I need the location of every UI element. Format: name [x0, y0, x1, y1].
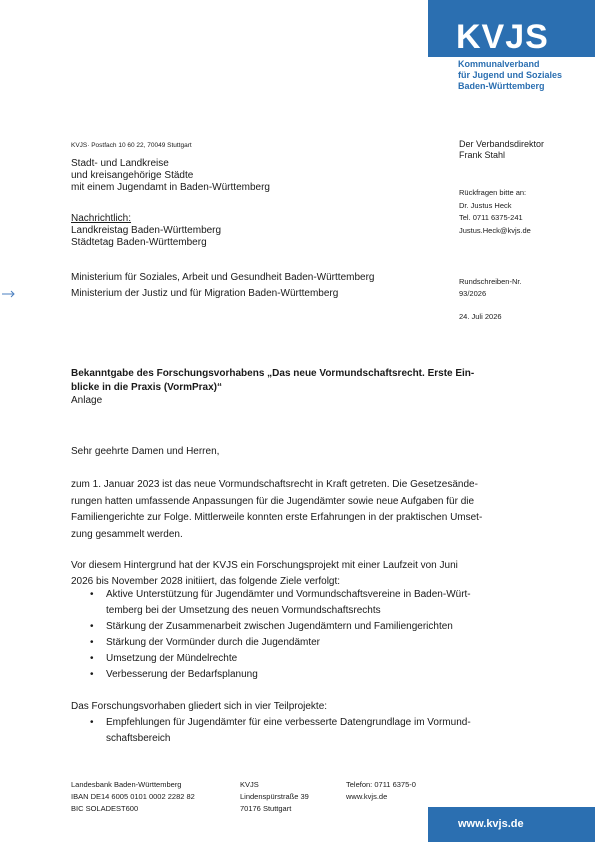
- ministry-block: [71, 270, 374, 301]
- subject-line: Bekanntgabe des Forschungsvorhabens „Das neue Vormundschaftsrecht. Erste Ein-: [71, 368, 475, 379]
- footer-url-bar: [428, 807, 595, 842]
- letter-date: 24. Juli 2026: [459, 312, 502, 321]
- circular-number: 93/2026: [459, 289, 487, 298]
- footer-line: Lindenspürstraße 39: [240, 791, 309, 801]
- recipient-block: [71, 158, 270, 195]
- paragraph-1: [71, 477, 482, 543]
- subproject-item: [106, 717, 471, 745]
- bullet-icon: •: [90, 589, 94, 600]
- goal-line: Aktive Unterstützung für Jugendämter und Vormundschaftsvereine in Baden-Würt-: [106, 589, 471, 600]
- goal-item: Stärkung der Vormünder durch die Jugendämter: [106, 637, 321, 648]
- subject-line: blicke in die Praxis (VormPrax)“: [71, 381, 222, 393]
- goal-item: Umsetzung der Mündelrechte: [106, 653, 238, 664]
- footer-line: KVJS: [240, 780, 259, 789]
- contact-email: Justus.Heck@kvjs.de: [459, 226, 531, 236]
- footer-line: Landesbank Baden-Württemberg: [71, 780, 182, 789]
- footer-phone: Telefon: 0711 6375-0: [346, 780, 416, 789]
- recipient-line: mit einem Jugendamt in Baden-Württemberg: [71, 182, 270, 194]
- cc-block: [71, 213, 221, 250]
- contact-phone: Tel. 0711 6375-241: [459, 213, 523, 223]
- cc-heading: Nachrichtlich:: [71, 213, 132, 224]
- footer-line: BIC SOLADEST600: [71, 803, 139, 813]
- paragraph-line: rungen hatten umfassende Anpassungen für die Jugendämter sowie neue Aufgaben für die: [71, 495, 475, 507]
- attachment-label: Anlage: [71, 395, 103, 406]
- director-name: Frank Stahl: [459, 150, 506, 160]
- paragraph-line: Familiengerichte zur Folge. Mittlerweile konnten erste Erfahrungen in der praktischen Umset-: [71, 512, 483, 523]
- recipient-line: Stadt- und Landkreise: [71, 158, 169, 169]
- bullet-icon: •: [90, 637, 94, 648]
- logo-line-3: Baden-Württemberg: [458, 81, 545, 91]
- goals-list: [71, 589, 541, 689]
- contact-block: [459, 187, 531, 238]
- subproject-line: schaftsbereich: [106, 733, 171, 745]
- footer-address: [240, 779, 309, 814]
- kvjs-logo: [428, 0, 595, 101]
- footer-website[interactable]: www.kvjs.de: [346, 791, 388, 801]
- bullet-icon: •: [90, 669, 94, 680]
- contact-heading: Rückfragen bitte an:: [459, 188, 527, 197]
- paragraph-line: Vor diesem Hintergrund hat der KVJS ein Forschungsprojekt mit einer Laufzeit von Juni: [71, 560, 458, 571]
- logo-letters: KVJS: [456, 18, 549, 56]
- ministry-line: Ministerium für Soziales, Arbeit und Gesundheit Baden-Württemberg: [71, 272, 375, 283]
- paragraph-2: [71, 558, 458, 590]
- footer-line: 70176 Stuttgart: [240, 803, 292, 813]
- footer-bank: [71, 779, 195, 814]
- sender-line: KVJS· Postfach 10 60 22, 70049 Stuttgart: [71, 142, 192, 149]
- paragraph-line: 2026 bis November 2028 initiiert, das folgende Ziele verfolgt:: [71, 576, 341, 587]
- paragraph-line: zung gesammelt werden.: [71, 528, 183, 540]
- subprojects-list: [71, 717, 541, 749]
- director-title: Der Verbandsdirektor: [459, 139, 545, 149]
- bullet-icon: •: [90, 621, 94, 632]
- footer-url-link[interactable]: www.kvjs.de: [458, 818, 524, 830]
- circular-label: Rundschreiben-Nr.: [459, 277, 522, 286]
- ministry-line: Ministerium der Justiz und für Migration Baden-Württemberg: [71, 287, 339, 299]
- salutation: Sehr geehrte Damen und Herren,: [71, 446, 220, 457]
- contact-name: Dr. Justus Heck: [459, 200, 512, 210]
- bullet-icon: •: [90, 653, 94, 664]
- margin-arrow-icon: [2, 290, 16, 298]
- cc-line: Landkreistag Baden-Württemberg: [71, 225, 222, 237]
- paragraph-3: Das Forschungsvorhaben gliedert sich in vier Teilprojekte:: [71, 701, 328, 712]
- subproject-line: Empfehlungen für Jugendämter für eine verbesserte Datengrundlage im Vormund-: [106, 717, 471, 728]
- goal-item: [106, 589, 471, 617]
- subject-block: [71, 367, 474, 408]
- cc-line: Städtetag Baden-Württemberg: [71, 237, 207, 249]
- bullet-icon: •: [90, 717, 94, 728]
- footer-contact: [346, 779, 416, 803]
- goal-item: Verbesserung der Bedarfsplanung: [106, 669, 258, 680]
- goal-item: Stärkung der Zusammenarbeit zwischen Jugendämtern und Familiengerichten: [106, 621, 453, 632]
- logo-line-1: Kommunalverband: [458, 59, 540, 69]
- goal-line: temberg bei der Umsetzung des neuen Vormundschaftsrechts: [106, 605, 381, 617]
- footer-line: IBAN DE14 6005 0101 0002 2282 82: [71, 791, 195, 801]
- logo-line-2: für Jugend und Soziales: [458, 70, 563, 80]
- paragraph-line: zum 1. Januar 2023 ist das neue Vormundschaftsrecht in Kraft getreten. Die Gesetzesände-: [71, 479, 478, 490]
- recipient-line: und kreisangehörige Städte: [71, 170, 194, 182]
